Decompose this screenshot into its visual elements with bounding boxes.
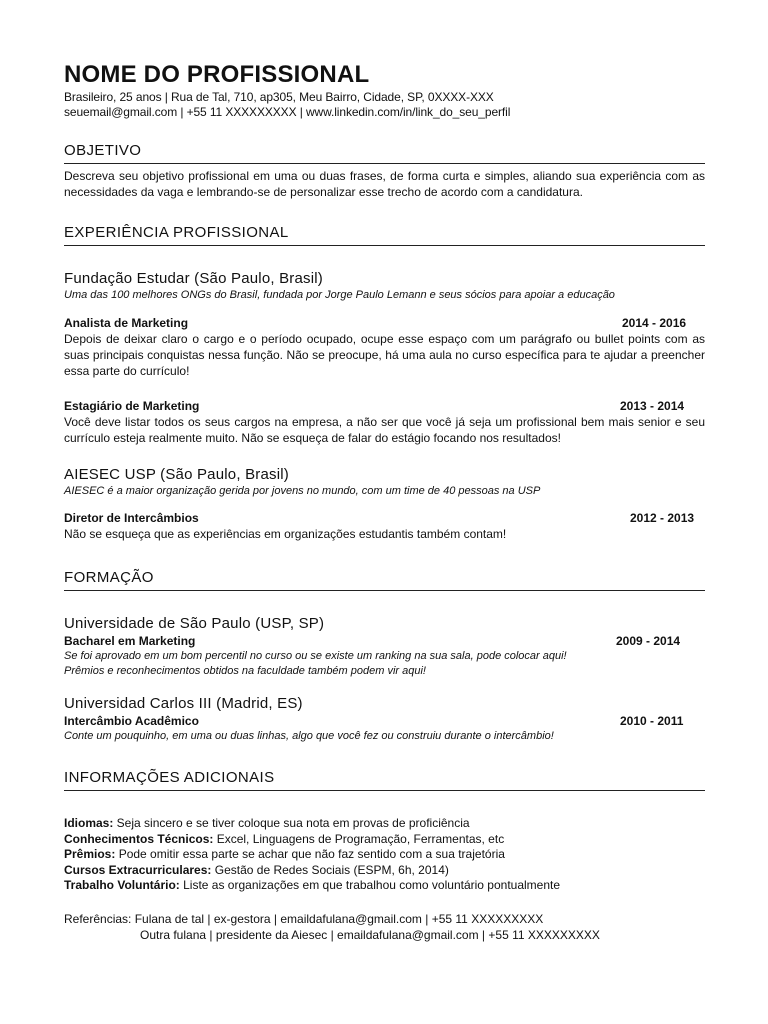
role-period: 2013 - 2014 [620,399,685,413]
info-volunteer [64,878,705,894]
info-awards [64,847,705,863]
info-label: Prêmios: [64,847,116,861]
org-name: Fundação Estudar (São Paulo, Brasil) [64,270,323,287]
info-label: Idiomas: [64,816,114,830]
info-text: Pode omitir essa parte se achar que não faz sentido com a sua trajetória [115,847,505,861]
degree-period: 2009 - 2014 [616,634,681,648]
role-header [64,315,705,331]
degree-header [64,713,705,729]
section-title-adicionais: INFORMAÇÕES ADICIONAIS [64,769,705,791]
reference-line: Outra fulana | presidente da Aiesec | emaildafulana@gmail.com | +55 11 XXXXXXXXX [140,928,600,942]
objetivo-text: Descreva seu objetivo profissional em uma ou duas frases, de forma curta e simples, aliando sua experiência com as necessidades da vaga e lembrando-se de personalizar esse trecho de acordo com a candidatura. [64,169,705,199]
references [64,911,705,943]
info-text: Excel, Linguagens de Programação, Ferramentas, etc [213,831,505,846]
section-objetivo [64,142,705,200]
role-title: Analista de Marketing [64,316,189,330]
role-period: 2012 - 2013 [630,511,695,525]
education-item [64,615,705,679]
education-note: Prêmios e reconhecimentos obtidos na faculdade também podem vir aqui! [64,665,426,677]
section-title-formacao: FORMAÇÃO [64,569,705,591]
role-title: Diretor de Intercâmbios [64,511,199,525]
section-adicionais [64,769,705,791]
role-period: 2014 - 2016 [622,316,687,330]
school-name: Universidad Carlos III (Madrid, ES) [64,695,303,712]
reference-line: Referências: Fulana de tal | ex-gestora | emaildafulana@gmail.com | +55 11 XXXXXXXXX [64,912,544,926]
education-item [64,695,705,744]
info-text: Liste as organizações em que trabalhou como voluntário pontualmente [179,878,561,892]
role-header [64,510,705,526]
section-formacao [64,569,705,591]
contact-line-address: Brasileiro, 25 anos | Rua de Tal, 710, ap305, Meu Bairro, Cidade, SP, 0XXXX-XXX [64,90,494,104]
degree-title: Bacharel em Marketing [64,634,196,648]
role-title: Estagiário de Marketing [64,399,200,413]
additional-info-list [64,816,705,894]
info-label: Cursos Extracurriculares: [64,862,212,877]
section-title-objetivo: OBJETIVO [64,142,705,164]
education-note: Conte um pouquinho, em uma ou duas linhas, algo que você fez ou construiu durante o intercâmbio! [64,730,554,742]
info-languages [64,816,705,832]
contact-line-online: seuemail@gmail.com | +55 11 XXXXXXXXX | www.linkedin.com/in/link_do_seu_perfil [64,105,511,119]
role-description: Você deve listar todos os seus cargos na empresa, a não ser que você já seja um profissional bem mais senior e seu currículo esteja realmente muito. Não se esqueça de falar do estágio focando nos resultados! [64,415,705,445]
resume-header [64,60,705,120]
candidate-name: NOME DO PROFISSIONAL [64,61,370,88]
info-text: Gestão de Redes Sociais (ESPM, 6h, 2014) [211,862,449,877]
experience-org [64,270,705,303]
degree-title: Intercâmbio Acadêmico [64,714,199,728]
role-description: Depois de deixar claro o cargo e o período ocupado, ocupe esse espaço com um parágrafo ou bullet points com as suas principais conquistas nessa função. Não se preocupe, há uma aula no curso específica para te ajudar a preencher essa parte do currículo! [64,332,705,378]
school-name: Universidade de São Paulo (USP, SP) [64,615,325,632]
section-title-experiencia: EXPERIÊNCIA PROFISSIONAL [64,224,705,246]
role-header [64,398,705,414]
experience-role [64,398,705,446]
role-description: Não se esqueça que as experiências em organizações estudantis também contam! [64,527,507,541]
section-experiencia [64,224,705,246]
org-description: Uma das 100 melhores ONGs do Brasil, fundada por Jorge Paulo Lemann e seus sócios para apoiar a educação [64,289,615,301]
education-note: Se foi aprovado em um bom percentil no curso ou se existe um ranking na sua sala, pode colocar aqui! [64,650,567,662]
degree-period: 2010 - 2011 [620,714,684,728]
info-label: Conhecimentos Técnicos: [64,831,214,846]
org-description: AIESEC é a maior organização gerida por jovens no mundo, com um time de 40 pessoas na USP [64,485,541,497]
info-technical-skills [64,832,705,848]
degree-header [64,633,705,649]
experience-role [64,510,705,542]
experience-role [64,315,705,379]
info-text: Seja sincero e se tiver coloque sua nota em provas de proficiência [113,816,470,830]
info-courses [64,863,705,879]
experience-org [64,466,705,499]
info-label: Trabalho Voluntário: [64,878,180,892]
org-name: AIESEC USP (São Paulo, Brasil) [64,466,289,483]
